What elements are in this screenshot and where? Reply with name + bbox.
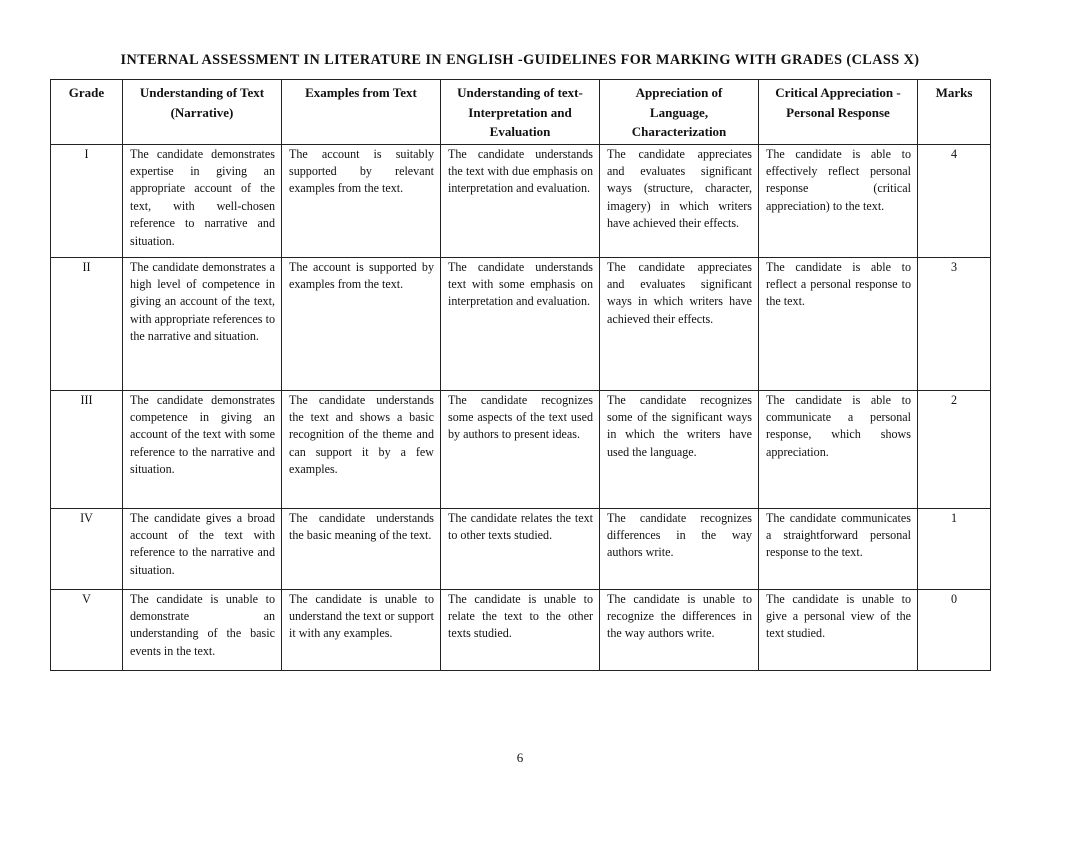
header-appreciation-language: Appreciation of Language, Characterization	[600, 80, 759, 145]
response-cell: The candidate communicates a straightforward personal response to the text.	[759, 508, 918, 589]
language-cell: The candidate appreciates and evaluates significant ways (structure, character, imagery) in which writers have achieved their effects.	[600, 144, 759, 257]
marks-cell: 4	[918, 144, 991, 257]
header-marks: Marks	[918, 80, 991, 145]
examples-cell: The account is suitably supported by relevant examples from the text.	[282, 144, 441, 257]
table-row-grade-i	[51, 144, 991, 257]
table-header-row	[51, 80, 991, 145]
grade-cell: III	[51, 390, 123, 508]
language-cell: The candidate appreciates and evaluates significant ways in which writers have achieved their effects.	[600, 257, 759, 390]
examples-cell: The candidate is unable to understand the text or support it with any examples.	[282, 589, 441, 670]
marks-cell: 3	[918, 257, 991, 390]
response-cell: The candidate is unable to give a personal view of the text studied.	[759, 589, 918, 670]
narrative-cell: The candidate gives a broad account of the text with reference to the narrative and situation.	[123, 508, 282, 589]
marks-cell: 1	[918, 508, 991, 589]
header-examples-from-text: Examples from Text	[282, 80, 441, 145]
header-interpretation-evaluation: Understanding of text- Interpretation and Evaluation	[441, 80, 600, 145]
grade-cell: II	[51, 257, 123, 390]
interpretation-cell: The candidate understands text with some emphasis on interpretation and evaluation.	[441, 257, 600, 390]
grading-rubric-table	[50, 79, 991, 671]
header-critical-appreciation: Critical Appreciation - Personal Response	[759, 80, 918, 145]
narrative-cell: The candidate demonstrates expertise in giving an appropriate account of the text, with well-chosen reference to narrative and situation.	[123, 144, 282, 257]
examples-cell: The candidate understands the basic meaning of the text.	[282, 508, 441, 589]
page-number: 6	[516, 750, 524, 765]
table-row-grade-iii	[51, 390, 991, 508]
grade-cell: V	[51, 589, 123, 670]
interpretation-cell: The candidate is unable to relate the text to the other texts studied.	[441, 589, 600, 670]
table-row-grade-iv	[51, 508, 991, 589]
narrative-cell: The candidate is unable to demonstrate an understanding of the basic events in the text.	[123, 589, 282, 670]
interpretation-cell: The candidate recognizes some aspects of the text used by authors to present ideas.	[441, 390, 600, 508]
response-cell: The candidate is able to communicate a personal response, which shows appreciation.	[759, 390, 918, 508]
table-row-grade-v	[51, 589, 991, 670]
grade-cell: I	[51, 144, 123, 257]
interpretation-cell: The candidate understands the text with due emphasis on interpretation and evaluation.	[441, 144, 600, 257]
language-cell: The candidate recognizes some of the significant ways in which the writers have used the language.	[600, 390, 759, 508]
marks-cell: 2	[918, 390, 991, 508]
table-row-grade-ii	[51, 257, 991, 390]
marks-cell: 0	[918, 589, 991, 670]
response-cell: The candidate is able to reflect a personal response to the text.	[759, 257, 918, 390]
header-understanding-narrative: Understanding of Text (Narrative)	[123, 80, 282, 145]
interpretation-cell: The candidate relates the text to other texts studied.	[441, 508, 600, 589]
grade-cell: IV	[51, 508, 123, 589]
language-cell: The candidate recognizes differences in the way authors write.	[600, 508, 759, 589]
document-title: INTERNAL ASSESSMENT IN LITERATURE IN ENGLISH -GUIDELINES FOR MARKING WITH GRADES (CLASS X)	[120, 52, 920, 68]
examples-cell: The candidate understands the text and shows a basic recognition of the theme and can support it by a few examples.	[282, 390, 441, 508]
narrative-cell: The candidate demonstrates a high level of competence in giving an account of the text, with appropriate references to the narrative and situation.	[123, 257, 282, 390]
examples-cell: The account is supported by examples from the text.	[282, 257, 441, 390]
narrative-cell: The candidate demonstrates competence in giving an account of the text with some reference to the narrative and situation.	[123, 390, 282, 508]
language-cell: The candidate is unable to recognize the differences in the way authors write.	[600, 589, 759, 670]
response-cell: The candidate is able to effectively reflect personal response (critical appreciation) to the text.	[759, 144, 918, 257]
header-grade: Grade	[51, 80, 123, 145]
